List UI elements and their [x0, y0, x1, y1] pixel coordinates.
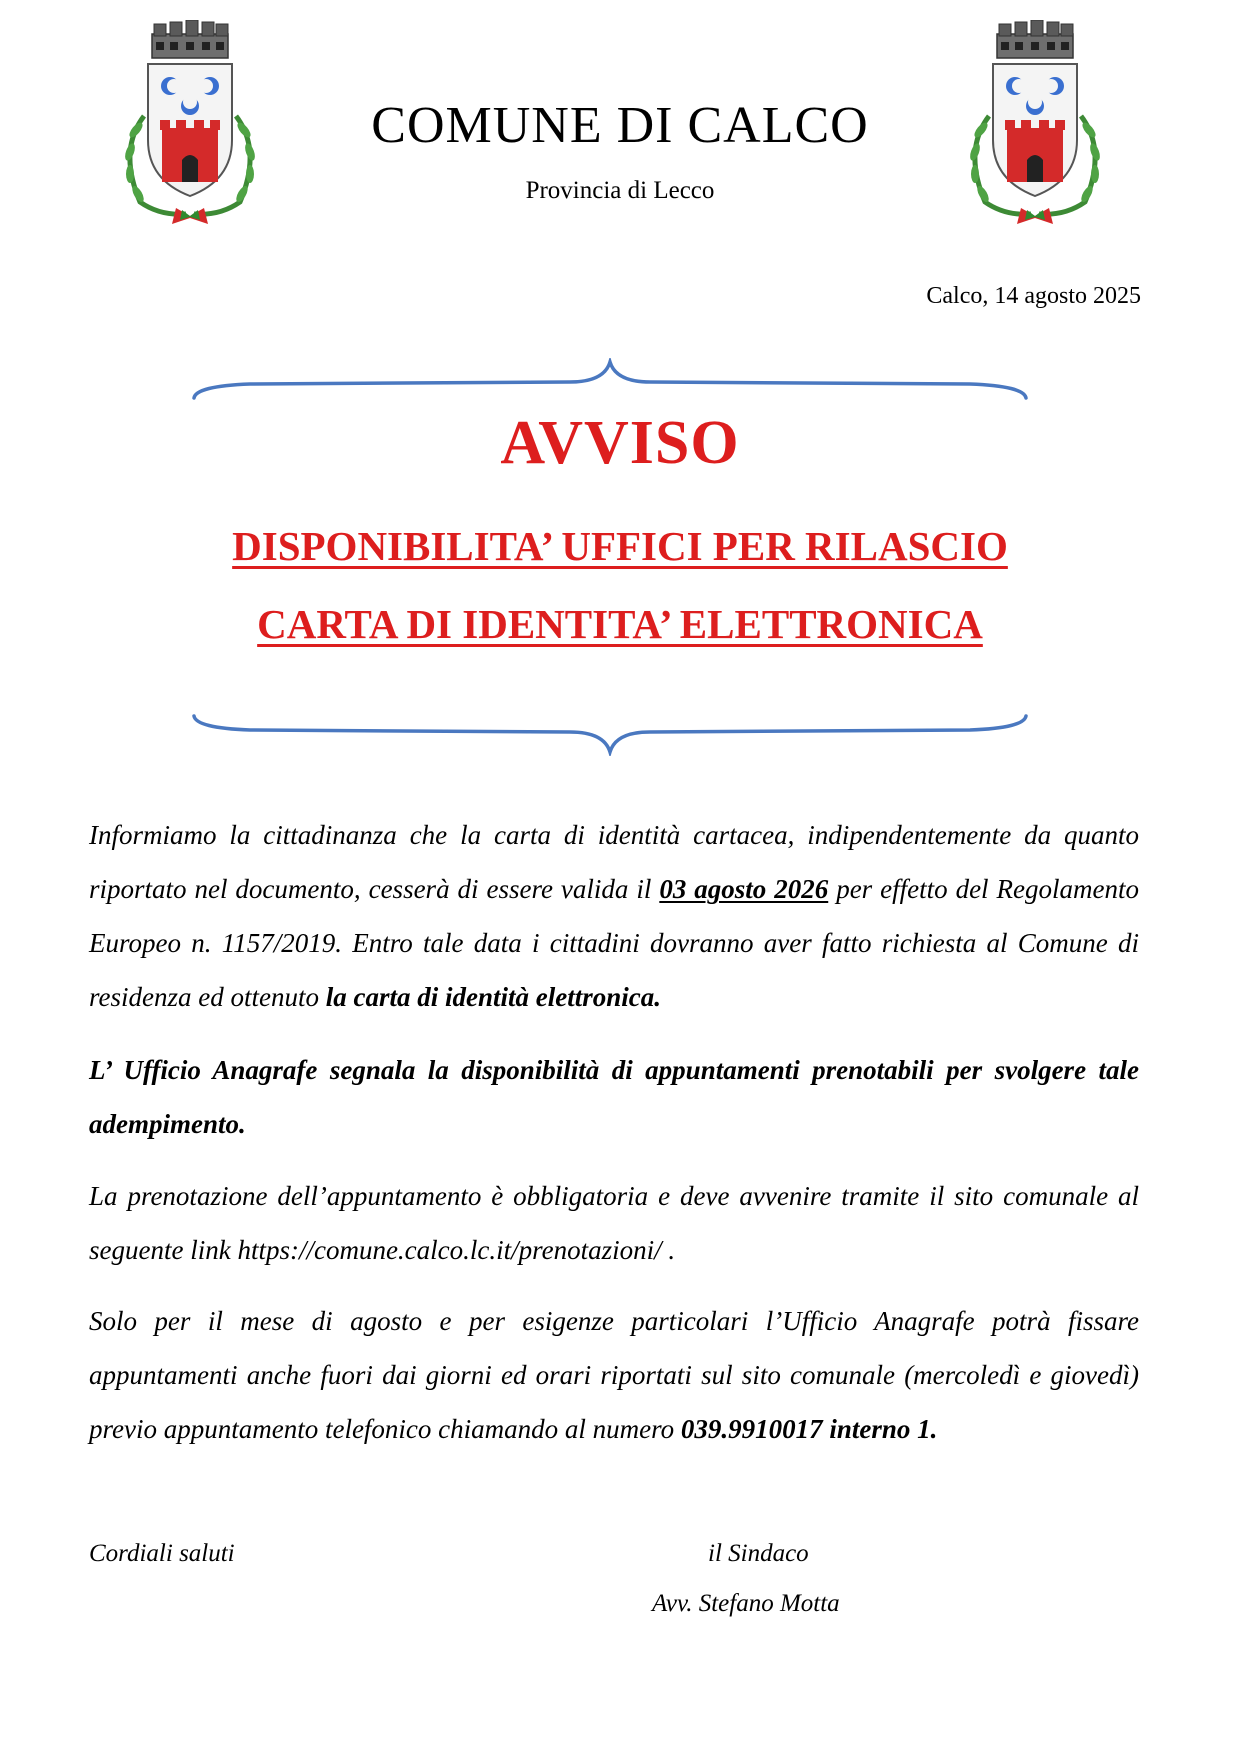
electronic-id-emphasis: la carta di identità elettronica. — [325, 982, 661, 1012]
paragraph-availability: L’ Ufficio Anagrafe segnala la disponibilità di appuntamenti prenotabili per svolgere tale adempimento. — [89, 1055, 1139, 1139]
signatory-name: Avv. Stefano Motta — [652, 1590, 840, 1617]
paragraph-validity — [89, 808, 1139, 1024]
notice-heading-line-2-text: CARTA DI IDENTITA’ ELETTRONICA — [257, 601, 983, 647]
crown-right — [997, 20, 1073, 58]
paragraph-booking-text: La prenotazione dell’appuntamento è obbligatoria e deve avvenire tramite il sito comunale al seguente link — [89, 1181, 1139, 1265]
notice-label: AVVISO — [500, 409, 740, 477]
paragraph-booking — [89, 1169, 1139, 1277]
expiry-date: 03 agosto 2026 — [659, 874, 829, 904]
notice-heading-line-2 — [0, 601, 1240, 647]
province-subtitle: Provincia di Lecco — [525, 177, 715, 204]
brace-bottom-icon — [190, 706, 1030, 756]
notice-heading-line-1-text: DISPONIBILITA’ UFFICI PER RILASCIO — [232, 523, 1008, 569]
booking-link[interactable]: https://comune.calco.lc.it/prenotazioni/ — [237, 1235, 662, 1265]
notice-heading-line-1 — [0, 523, 1240, 569]
paragraph-august-text: Solo per il mese di agosto e per esigenze particolari l’Ufficio Anagrafe potrà fissare appuntamenti anche fuori dai giorni ed orari riportati sul sito comunale (mercoledì e giovedì) previo appuntamento telefonico chiamando al numero — [89, 1306, 1139, 1444]
phone-number: 039.9910017 interno 1. — [680, 1414, 938, 1444]
closing-greeting: Cordiali saluti — [89, 1540, 235, 1567]
paragraph-validity-text-2: per effetto del Regolamento Europeo n. 1157/2019. Entro tale data i cittadini dovranno aver fatto richiesta al Comune di residenza ed ottenuto — [89, 874, 1139, 1012]
crown-left — [152, 20, 228, 58]
document-date: Calco, 14 agosto 2025 — [926, 283, 1141, 309]
paragraph-validity-text-1: Informiamo la cittadinanza che la carta di identità cartacea, indipendentemente da quanto riportato nel documento, cesserà di essere valida il — [89, 820, 1139, 904]
signatory-role: il Sindaco — [708, 1540, 809, 1567]
municipality-title: COMUNE DI CALCO — [371, 97, 869, 154]
paragraph-booking-end: . — [661, 1235, 676, 1265]
brace-top-icon — [190, 358, 1030, 408]
paragraph-august — [89, 1294, 1139, 1456]
